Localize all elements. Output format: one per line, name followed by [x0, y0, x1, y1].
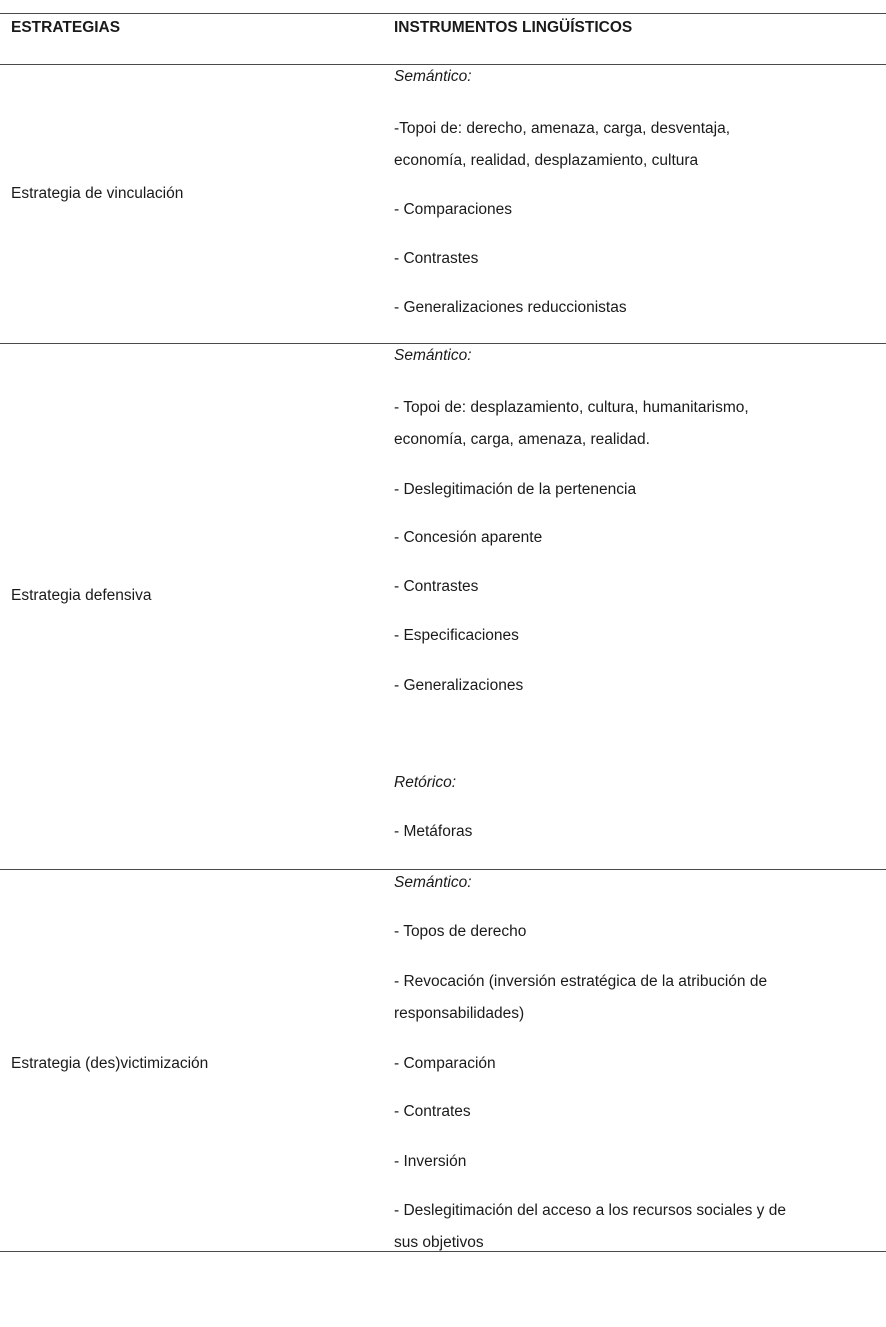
instrument-item: economía, realidad, desplazamiento, cultura: [394, 152, 699, 169]
strategy-defensive: Estrategia defensiva: [11, 587, 152, 604]
instrument-item: - Especificaciones: [394, 627, 519, 644]
strategy-linking: Estrategia de vinculación: [11, 185, 184, 202]
semantic-label: Semántico:: [394, 874, 472, 891]
strategy-victimization: Estrategia (des)victimización: [11, 1055, 209, 1072]
instrument-item: - Contrastes: [394, 250, 479, 267]
semantic-label: Semántico:: [394, 68, 472, 85]
instrument-item: - Contrastes: [394, 578, 479, 595]
instrument-item: - Deslegitimación de la pertenencia: [394, 481, 637, 498]
row-2-bottom-rule: [0, 869, 886, 870]
semantic-label: Semántico:: [394, 347, 472, 364]
instrument-item: - Metáforas: [394, 823, 473, 840]
instrument-item: - Generalizaciones: [394, 677, 524, 694]
header-bottom-rule: [0, 64, 886, 65]
instrument-item: sus objetivos: [394, 1234, 484, 1251]
row-1-bottom-rule: [0, 343, 886, 344]
header-linguistic-instruments: INSTRUMENTOS LINGÜÍSTICOS: [394, 19, 633, 36]
instrument-item: - Generalizaciones reduccionistas: [394, 299, 627, 316]
table-top-rule: [0, 13, 886, 14]
instrument-item: - Comparación: [394, 1055, 496, 1072]
instrument-item: - Inversión: [394, 1153, 467, 1170]
instrument-item: - Concesión aparente: [394, 529, 543, 546]
instrument-item: -Topoi de: derecho, amenaza, carga, desventaja,: [394, 120, 731, 137]
instrument-item: - Topos de derecho: [394, 923, 527, 940]
instrument-item: - Contrates: [394, 1103, 471, 1120]
instrument-item: - Revocación (inversión estratégica de la atribución de: [394, 973, 768, 990]
instrument-item: responsabilidades): [394, 1005, 525, 1022]
instrument-item: - Topoi de: desplazamiento, cultura, humanitarismo,: [394, 399, 749, 416]
instrument-item: economía, carga, amenaza, realidad.: [394, 431, 650, 448]
instrument-item: - Comparaciones: [394, 201, 513, 218]
header-strategies: ESTRATEGIAS: [11, 19, 121, 36]
instrument-item: - Deslegitimación del acceso a los recursos sociales y de: [394, 1202, 786, 1219]
rhetorical-label: Retórico:: [394, 774, 457, 791]
